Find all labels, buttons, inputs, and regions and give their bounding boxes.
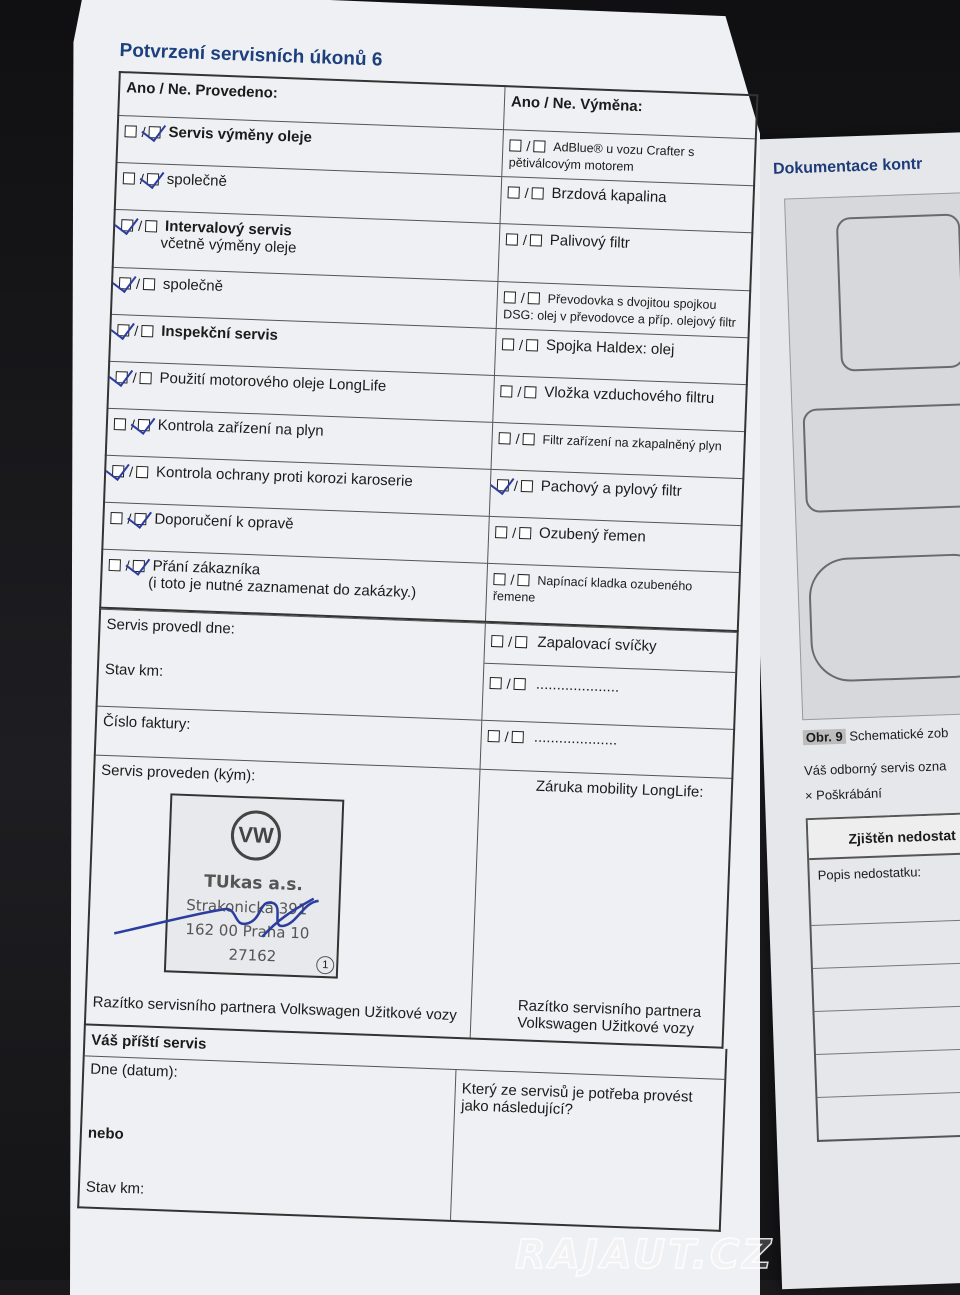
performed-by-label: Servis proveden (kým): bbox=[100, 761, 256, 785]
left-item-sublabel: (i toto je nutné zaznamenat do zakázky.) bbox=[147, 574, 417, 602]
checkbox-yes[interactable] bbox=[497, 479, 509, 491]
right-checkboxes: / bbox=[495, 523, 533, 541]
form-title: Potvrzení servisních úkonů 6 bbox=[119, 40, 383, 71]
next-date-label: Dne (datum): bbox=[89, 1060, 179, 1081]
checkbox-no[interactable] bbox=[134, 513, 146, 525]
service-date-label: Servis provedl dne: bbox=[106, 615, 236, 638]
right-item-label: Ozubený řemen bbox=[538, 524, 647, 546]
km-label: Stav km: bbox=[104, 660, 164, 681]
left-checkboxes bbox=[108, 556, 146, 574]
checkbox-yes[interactable] bbox=[488, 730, 500, 742]
checkbox-yes[interactable] bbox=[119, 277, 131, 289]
checkbox-yes[interactable] bbox=[112, 465, 124, 477]
checkbox-no[interactable] bbox=[511, 731, 523, 743]
checkbox-yes[interactable] bbox=[504, 291, 516, 303]
checkbox-yes[interactable] bbox=[502, 338, 514, 350]
right-page-title: Dokumentace kontr bbox=[772, 155, 923, 178]
right-checkboxes: / bbox=[493, 570, 531, 588]
blank-row-1: / .................... bbox=[489, 664, 729, 700]
stamp-code: 27162 bbox=[228, 945, 277, 966]
left-checkboxes bbox=[124, 122, 162, 140]
right-checkboxes: / bbox=[500, 382, 538, 400]
extra-rows-cell bbox=[482, 623, 738, 729]
checkbox-no[interactable] bbox=[132, 560, 144, 572]
checkbox-yes[interactable] bbox=[491, 635, 503, 647]
defect-box-header: Zjištěn nedostat bbox=[808, 812, 960, 860]
scratch-legend: × Poškrábání bbox=[804, 785, 883, 804]
stamp-company: TUkas a.s. bbox=[203, 871, 304, 896]
checkbox-no[interactable] bbox=[526, 339, 538, 351]
signature-icon bbox=[112, 883, 354, 952]
vw-logo: VW bbox=[230, 810, 282, 862]
defect-box bbox=[806, 810, 960, 1142]
checkbox-no[interactable] bbox=[145, 220, 157, 232]
checkbox-no[interactable] bbox=[138, 419, 150, 431]
checkbox-no[interactable] bbox=[148, 126, 160, 138]
stamp-caption-left: Razítko servisního partnera Volkswagen Užitkové vozy bbox=[92, 993, 458, 1025]
left-checkboxes: / bbox=[115, 368, 153, 386]
checkbox-no[interactable] bbox=[533, 140, 545, 152]
checkbox-yes[interactable] bbox=[109, 559, 121, 571]
next-service-title: Váš příští servis bbox=[85, 1025, 726, 1079]
defect-description-label: Popis nedostatku: bbox=[817, 864, 922, 883]
checkbox-yes[interactable] bbox=[117, 324, 129, 336]
right-item-label: Vložka vzduchového filtru bbox=[543, 383, 715, 408]
left-item-label: Použití motorového oleje LongLife bbox=[159, 369, 387, 396]
left-item-label: Přání zákazníka bbox=[152, 557, 261, 579]
next-service-which: Který ze servisů je potřeba provést jako následující? bbox=[460, 1080, 693, 1119]
performed-by-cell bbox=[85, 755, 480, 1038]
checkbox-no[interactable] bbox=[517, 574, 529, 586]
stamp-street: Strakonická 391 bbox=[186, 896, 308, 919]
right-item-label: Napínací kladka ozubeného řemene bbox=[492, 573, 693, 605]
mobility-label: Záruka mobility LongLife: bbox=[535, 777, 704, 801]
checkbox-no[interactable] bbox=[136, 466, 148, 478]
left-checkboxes: / bbox=[119, 274, 157, 292]
figure-number: Obr. 9 bbox=[803, 729, 846, 745]
left-item-label: společně bbox=[166, 170, 228, 191]
figure-caption-text: Schematické zob bbox=[849, 725, 949, 744]
checkbox-no[interactable] bbox=[519, 527, 531, 539]
right-item-label: Převodovka s dvojitou spojkou DSG: olej v převodovce a příp. olejový filtr bbox=[502, 291, 737, 330]
watermark: RAJAUT.CZ bbox=[515, 1232, 775, 1278]
checkbox-yes[interactable] bbox=[115, 371, 127, 383]
left-item-label: Inspekční servis bbox=[160, 322, 279, 345]
spark-plugs-label: Zapalovací svíčky bbox=[537, 633, 657, 656]
checkbox-yes[interactable] bbox=[493, 573, 505, 585]
next-service-box bbox=[77, 1025, 727, 1231]
right-checkboxes: / bbox=[497, 476, 535, 494]
checkbox-yes[interactable] bbox=[498, 432, 510, 444]
checkbox-no[interactable] bbox=[513, 678, 525, 690]
checkbox-yes[interactable] bbox=[509, 139, 521, 151]
van-top-view bbox=[808, 553, 960, 683]
spark-plugs-row: / Zapalovací svíčky bbox=[484, 624, 736, 673]
left-item-label: Servis výměny oleje bbox=[168, 123, 313, 147]
next-service-left bbox=[79, 1056, 456, 1220]
dealer-stamp bbox=[164, 793, 344, 978]
right-item-label: Palivový filtr bbox=[549, 231, 631, 252]
stamp-city: 162 00 Praha 10 bbox=[185, 920, 310, 943]
checkbox-yes[interactable] bbox=[489, 677, 501, 689]
checkbox-yes[interactable] bbox=[507, 186, 519, 198]
checkbox-no[interactable] bbox=[147, 173, 159, 185]
left-checkboxes: / bbox=[112, 462, 150, 480]
vehicle-schematic-figure bbox=[784, 192, 960, 720]
right-checkboxes: / bbox=[506, 230, 544, 248]
checkbox-yes[interactable] bbox=[114, 418, 126, 430]
van-side-view bbox=[802, 403, 960, 513]
checkbox-no[interactable] bbox=[139, 372, 151, 384]
left-item-label: Kontrola zařízení na plyn bbox=[157, 416, 324, 440]
checkbox-yes[interactable] bbox=[500, 385, 512, 397]
checkbox-yes[interactable] bbox=[495, 526, 507, 538]
service-confirmation-form bbox=[77, 40, 779, 1232]
figure-caption bbox=[803, 725, 949, 745]
checkbox-no[interactable] bbox=[530, 234, 542, 246]
blank-dots: .................... bbox=[535, 675, 620, 696]
service-info-table bbox=[84, 609, 739, 1049]
left-item-sublabel: včetně výměny oleje bbox=[160, 234, 297, 257]
left-item-label: Doporučení k opravě bbox=[154, 510, 294, 533]
left-item-label: společně bbox=[162, 275, 224, 295]
right-item-label: Brzdová kapalina bbox=[551, 184, 667, 207]
right-item-label: Spojka Haldex: olej bbox=[545, 336, 675, 359]
right-item-cell bbox=[485, 563, 739, 631]
blank-dots: .................... bbox=[533, 728, 618, 749]
left-checkboxes bbox=[123, 169, 161, 187]
checkbox-no[interactable] bbox=[524, 386, 536, 398]
left-item-label: Kontrola ochrany proti korozi karoserie bbox=[155, 463, 414, 491]
checkbox-no[interactable] bbox=[521, 480, 533, 492]
service-table bbox=[99, 71, 758, 632]
checkbox-no[interactable] bbox=[527, 292, 539, 304]
mobility-cell bbox=[470, 769, 732, 1048]
right-checkboxes: / bbox=[498, 429, 536, 447]
checkbox-yes[interactable] bbox=[121, 219, 133, 231]
right-checkboxes: / bbox=[509, 136, 547, 154]
left-checkboxes bbox=[110, 509, 148, 527]
stamp-caption-right: Razítko servisního partnera Volkswagen Užitkové vozy bbox=[516, 997, 702, 1038]
service-date-cell bbox=[97, 609, 486, 720]
left-checkboxes: / bbox=[117, 321, 155, 339]
right-item-cell bbox=[498, 224, 752, 291]
right-checkboxes: / bbox=[502, 335, 540, 353]
left-checkboxes: / bbox=[121, 216, 159, 234]
blank-row-2: / .................... bbox=[480, 720, 734, 778]
checkbox-yes[interactable] bbox=[123, 172, 135, 184]
left-column-header: Ano / Ne. Provedeno: bbox=[118, 72, 505, 130]
checkbox-no[interactable] bbox=[141, 325, 153, 337]
checkbox-yes[interactable] bbox=[124, 125, 136, 137]
right-page-text: Váš odborný servis ozna bbox=[803, 758, 947, 779]
checkbox-no[interactable] bbox=[522, 433, 534, 445]
next-km-label: Stav km: bbox=[85, 1178, 145, 1198]
stamp-circle-number: 1 bbox=[316, 956, 335, 975]
or-label: nebo bbox=[87, 1124, 125, 1143]
left-checkboxes bbox=[114, 415, 152, 433]
checkbox-yes[interactable] bbox=[506, 233, 518, 245]
right-checkboxes: / bbox=[504, 288, 542, 306]
left-item-label: Intervalový servis bbox=[164, 217, 293, 240]
checkbox-no[interactable] bbox=[531, 187, 543, 199]
checkbox-no[interactable] bbox=[515, 636, 527, 648]
van-rear-view bbox=[836, 213, 960, 371]
right-checkboxes: / bbox=[507, 183, 545, 201]
checkbox-no[interactable] bbox=[143, 278, 155, 290]
invoice-label: Číslo faktury: bbox=[95, 706, 482, 769]
right-item-label: Filtr zařízení na zkapalněný plyn bbox=[542, 432, 722, 454]
checkbox-yes[interactable] bbox=[110, 512, 122, 524]
right-column-header: Ano / Ne. Výměna: bbox=[503, 86, 757, 139]
right-item-label: AdBlue® u vozu Crafter s pětiválcovým motorem bbox=[508, 139, 695, 174]
right-item-label: Pachový a pylový filtr bbox=[540, 477, 682, 500]
